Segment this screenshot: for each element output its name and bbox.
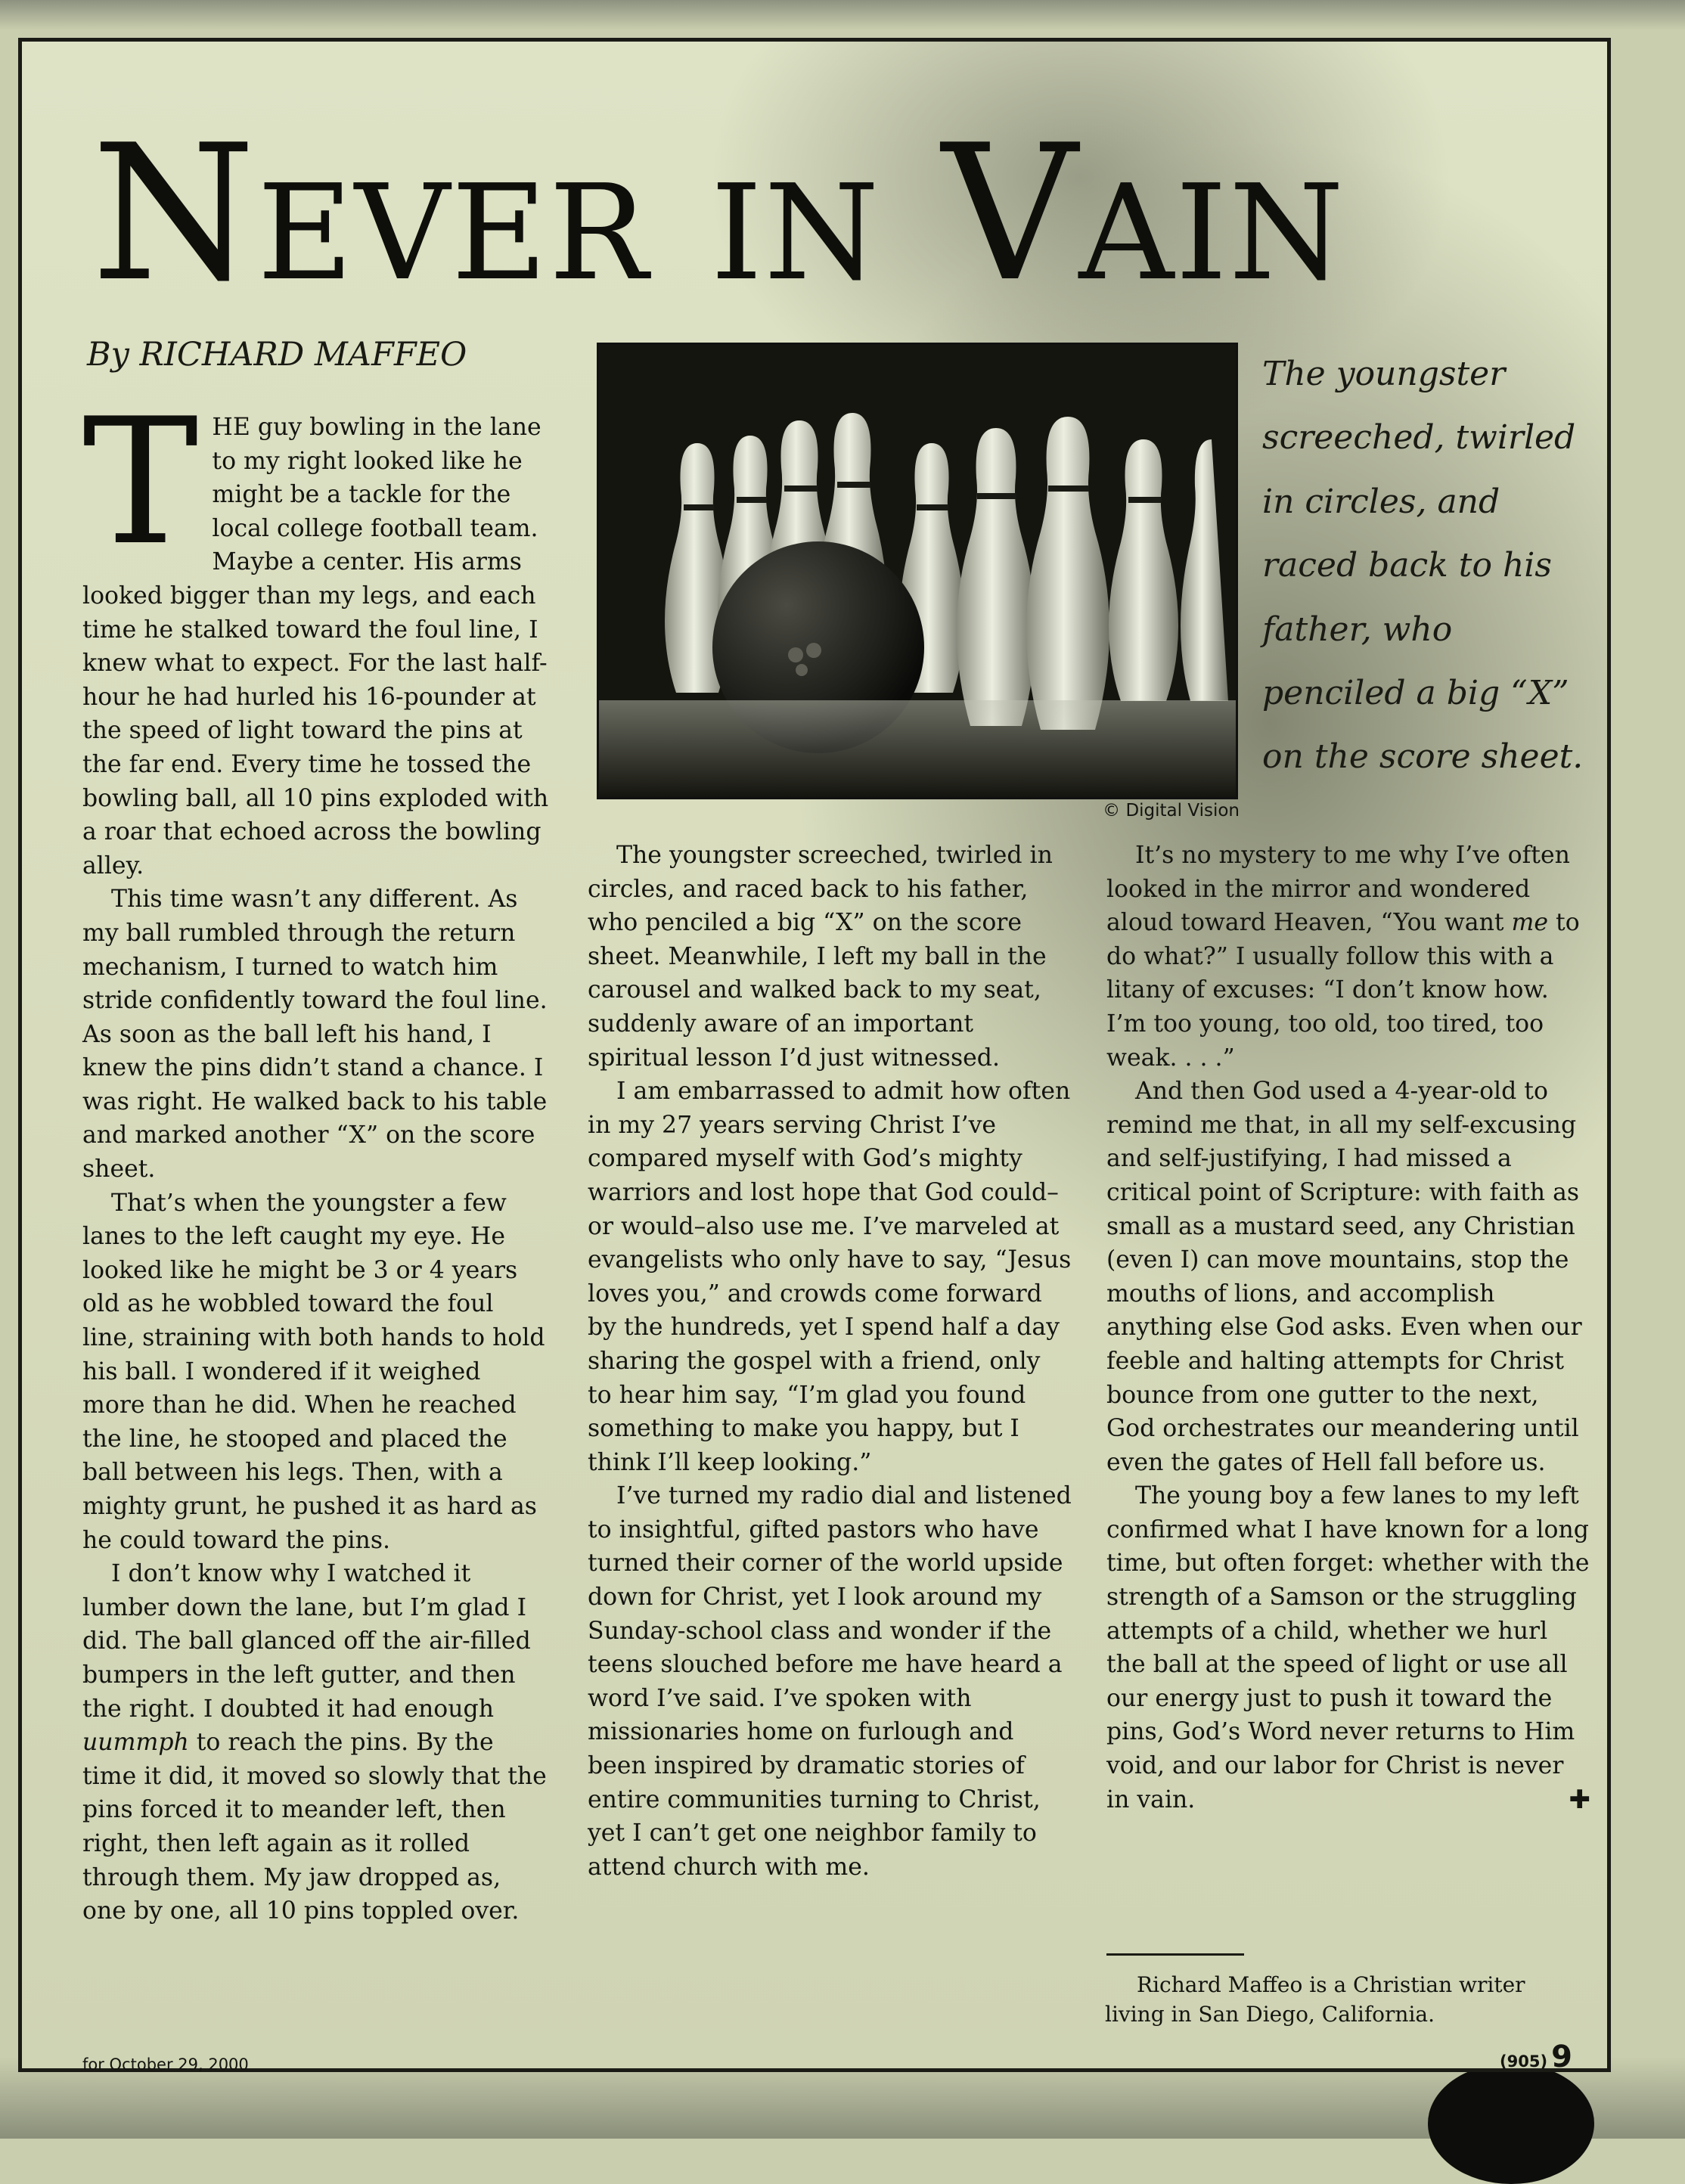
column-3 <box>1106 839 1590 1816</box>
paragraph: I’ve turned my radio dial and listened to insightful, gifted pastors who have turned their corner of the world upside down for Christ, yet I look around my Sunday-school class and wonder if the teens slouched before me have heard a word I’ve said. I’ve spoken with missionaries home on furlough and been inspired by dramatic stories of entire communities turning to Christ, yet I can’t get one neighbor family to attend church with me. <box>588 1482 1072 1881</box>
article-headline: Never in Vain <box>92 105 1346 323</box>
paragraph: HE guy bowling in the lane to my right looked like he might be a tackle for the local college football team. Maybe a center. His arms looked bigger than my legs, and each time he stalked toward the foul line, I knew what to expect. For the last half-hour he had hurled his 16-pounder at the speed of light toward the pins at the far end. Every time he tossed the bowling ball, all 10 pins exploded with a roar that echoed across the bowling alley. <box>82 414 549 879</box>
bowling-pins-image <box>599 345 1236 797</box>
issue-code: (905) <box>1500 2052 1548 2071</box>
column-2 <box>588 839 1072 1884</box>
paragraph: The youngster screeched, twirled in circles, and raced back to his father, who penciled a big “X” on the score sheet. Meanwhile, I left my ball in the carousel and walked back to my seat, suddenly aware of an important spiritual lesson I’d just witnessed. <box>588 842 1053 1072</box>
pull-quote: The youngster screeched, twirled in circles, and raced back to his father, who penciled a big “X” on the score sheet. <box>1262 355 1584 777</box>
column-1 <box>82 382 550 1928</box>
paragraph: It’s no mystery to me why I’ve often looked in the mirror and wondered aloud toward Heaven, “You want me to do what?” I usually follow this with a litany of excuses: “I don’t know how. I’m too young, too old, too tired, too weak. . . .” <box>1106 842 1580 1072</box>
magazine-page <box>18 38 1611 2072</box>
author-bio: Richard Maffeo is a Christian writer living in San Diego, California. <box>1105 1972 1525 2027</box>
paragraph: This time wasn’t any different. As my ball rumbled through the return mechanism, I turned to watch him stride confidently toward the foul line. As soon as the ball left his hand, I knew the pins didn’t stand a chance. I was right. He walked back to his table and marked another “X” on the score sheet. <box>82 886 548 1184</box>
bowling-photo <box>597 343 1238 799</box>
byline: By RICHARD MAFFEO <box>87 336 467 374</box>
emphasis: uummph <box>82 1729 189 1757</box>
paragraph: The young boy a few lanes to my left confirmed what I have known for a long time, but often forget: whether with the strength of a Samson or the struggling attempts of a child, whether we hurl the ball at the speed of light or use all our energy just to push it toward the pins, God’s Word never returns to Him void, and our labor for Christ is never in vain. ✚ <box>1106 1482 1590 1815</box>
paragraph: That’s when the youngster a few lanes to the left caught my eye. He looked like he might be 3 or 4 years old as he wobbled toward the foul line, straining with both hands to hold his ball. I wondered if it weighed more than he did. When he reached the line, he stooped and placed the ball between his legs. Then, with a mighty grunt, he pushed it as hard as he could toward the pins. <box>82 1189 545 1554</box>
page-footer <box>1429 2040 1572 2077</box>
scan-edge-top <box>0 0 1685 30</box>
issue-date: for October 29, 2000 <box>82 2055 249 2074</box>
end-mark-icon: ✚ <box>1569 1784 1590 1815</box>
paragraph: I don’t know why I watched it lumber down the lane, but I’m glad I did. The ball glanced off the air-filled bumpers in the left gutter, and then the right. I doubted it had enough uummph to reach the pins. By the time it did, it moved so slowly that the pins forced it to meander left, then right, then left again as it rolled through them. My jaw dropped as, one by one, all 10 pins toppled over. <box>82 1560 547 1925</box>
scan-shadow <box>1428 2063 1594 2184</box>
page-number: 9 <box>1551 2040 1572 2074</box>
emphasis: me <box>1511 909 1549 937</box>
paragraph: And then God used a 4-year-old to remind me that, in all my self-excusing and self-justifying, I had missed a critical point of Scripture: with faith as small as a mustard seed, any Christian (even I) can move mountains, stop the mouths of lions, and accomplish anything else God asks. Even when our feeble and halting attempts for Christ bounce from one gutter to the next, God orchestrates our meandering until even the gates of Hell fall before us. <box>1106 1078 1582 1476</box>
drop-cap: T <box>82 382 199 584</box>
bio-divider <box>1106 1953 1244 1956</box>
paragraph: I am embarrassed to admit how often in my 27 years serving Christ I’ve compared myself with God’s mighty warriors and lost hope that God could–or would–also use me. I’ve marveled at evangelists who only have to say, “Jesus loves you,” and crowds come forward by the hundreds, yet I spend half a day sharing the gospel with a friend, only to hear him say, “I’m glad you found something to make you happy, but I think I’ll keep looking.” <box>588 1078 1072 1476</box>
photo-credit: © Digital Vision <box>1103 801 1240 821</box>
